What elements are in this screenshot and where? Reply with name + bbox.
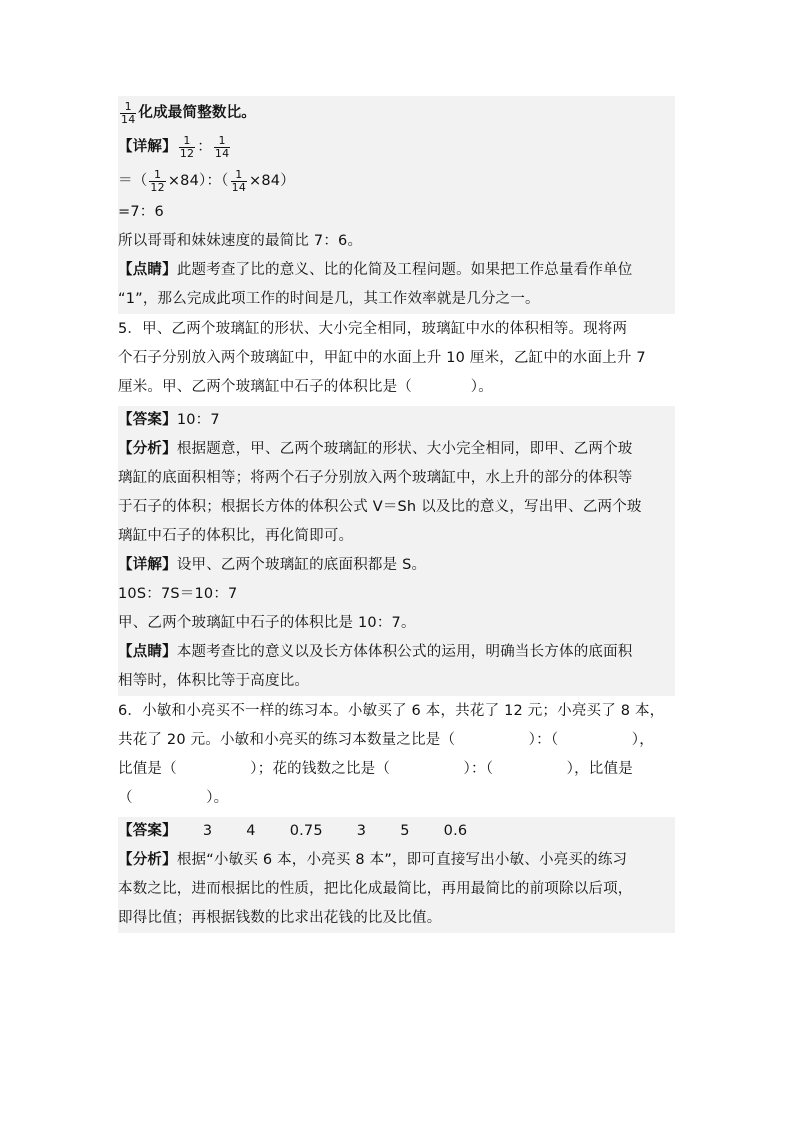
fraction: $\frac{1}{14}$ xyxy=(214,133,230,160)
point-line: “1”，那么完成此项工作的时间是几，其工作效率就是几分之一。 xyxy=(118,291,540,307)
question-line: 个石子分别放入两个玻璃缸中，甲缸中的水面上升 10 厘米，乙缸中的水面上升 7 xyxy=(118,350,646,366)
answer-value: 0.6 xyxy=(443,823,468,839)
fraction: $\frac{1}{14}$ xyxy=(121,99,136,126)
answer-value: 3 xyxy=(356,823,367,839)
solution-block-4 xyxy=(118,96,675,314)
answer-value: 3 xyxy=(202,823,213,839)
detail-line: 【详解】设甲、乙两个玻璃缸的底面积都是 S。 xyxy=(118,557,427,573)
point-label: 【点睛】 xyxy=(118,262,177,278)
point-line: 【点睛】此题考查了比的意义、比的化简及工程问题。如果把工作总量看作单位 xyxy=(118,262,633,278)
detail-line: 【详解】 $\frac{1}{12}$ ： $\frac{1}{14}$ xyxy=(118,133,230,160)
point-line: 相等时，体积比等于高度比。 xyxy=(118,673,310,689)
fraction: $\frac{1}{12}$ xyxy=(179,133,195,160)
analysis-line: 【分析】根据题意，甲、乙两个玻璃缸的形状、大小完全相同，即甲、乙两个玻 xyxy=(118,441,633,457)
answer-value: 5 xyxy=(400,823,410,839)
question-line: 共花了 20 元。小敏和小亮买的练习本数量之比是（ ）：（ ）， xyxy=(118,732,654,748)
detail-label: 【详解】 xyxy=(118,139,177,155)
equation-line: ＝（ $\frac{1}{12}$ ×84）：（ $\frac{1}{14}$ ×84） xyxy=(118,167,295,194)
answer-line xyxy=(118,817,675,846)
answer-value: 0.75 xyxy=(289,823,323,839)
solution-block-5 xyxy=(118,406,675,696)
detail-line: 甲、乙两个玻璃缸中石子的体积比是 10：7。 xyxy=(118,615,416,631)
detail-line: 10S：7S＝10：7 xyxy=(118,586,238,602)
result-line: =7：6 xyxy=(118,204,164,220)
question-line: （ ）。 xyxy=(118,790,229,806)
analysis-line: 【分析】根据“小敏买 6 本，小亮买 8 本”，即可直接写出小敏、小亮买的练习 xyxy=(118,852,628,868)
analysis-label: 【分析】 xyxy=(118,441,177,457)
analysis-line: 本数之比，进而根据比的性质，把比化成最简比，再用最简比的前项除以后项， xyxy=(118,881,633,897)
fraction: $\frac{1}{12}$ xyxy=(150,167,165,194)
analysis-line: 璃缸中石子的体积比，再化简即可。 xyxy=(118,528,354,544)
text-line: $\frac{1}{14}$ 化成最简整数比。 xyxy=(121,99,257,126)
point-line: 【点睛】本题考查比的意义以及长方体体积公式的运用，明确当长方体的底面积 xyxy=(118,644,633,660)
question-line: 比值是（ ）；花的钱数之比是（ ）：（ ），比值是 xyxy=(118,761,633,777)
analysis-label: 【分析】 xyxy=(118,852,177,868)
answer-line: 【答案】10：7 xyxy=(118,412,220,428)
question-6 xyxy=(118,697,675,813)
answer-label: 【答案】 xyxy=(118,412,177,428)
conclusion-line: 所以哥哥和妹妹速度的最简比 7：6。 xyxy=(118,233,363,249)
fraction: $\frac{1}{14}$ xyxy=(231,167,247,194)
solution-block-6 xyxy=(118,817,675,933)
analysis-line: 即得比值；再根据钱数的比求出花钱的比及比值。 xyxy=(118,910,442,926)
analysis-line: 于石子的体积；根据长方体的体积公式 V＝Sh 以及比的意义，写出甲、乙两个玻 xyxy=(118,499,642,515)
analysis-line: 璃缸的底面积相等；将两个石子分别放入两个玻璃缸中，水上升的部分的体积等 xyxy=(118,470,633,486)
answer-label: 【答案】 xyxy=(118,823,177,839)
question-5 xyxy=(118,315,675,402)
point-label: 【点睛】 xyxy=(118,644,177,660)
answer-value: 4 xyxy=(246,823,256,839)
question-line: 6．小敏和小亮买不一样的练习本。小敏买了 6 本，共花了 12 元；小亮买了 8 本， xyxy=(118,703,665,719)
question-line: 厘米。甲、乙两个玻璃缸中石子的体积比是（ ）。 xyxy=(118,379,493,395)
document-page xyxy=(118,96,675,933)
detail-label: 【详解】 xyxy=(118,557,177,573)
question-line: 5．甲、乙两个玻璃缸的形状、大小完全相同，玻璃缸中水的体积相等。现将两 xyxy=(118,321,628,337)
